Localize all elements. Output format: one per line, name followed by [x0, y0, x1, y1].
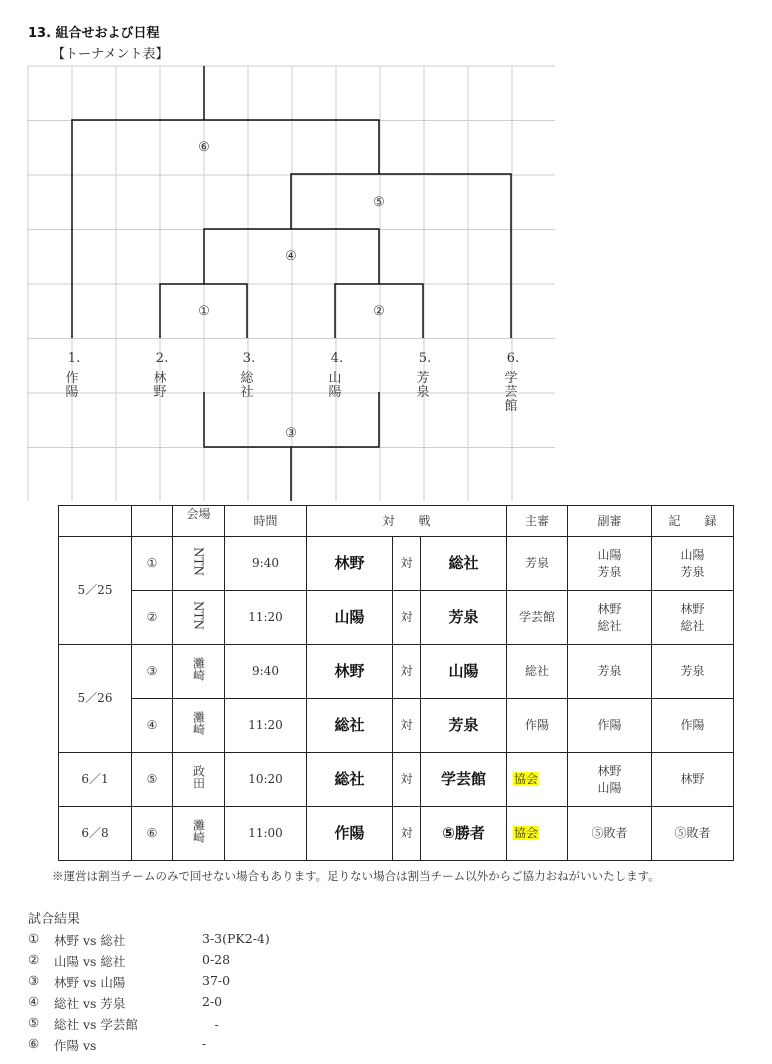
record-line: 芳泉	[680, 564, 705, 579]
venue-text: 灘崎	[191, 819, 206, 844]
table-row	[59, 537, 734, 591]
record-cell: 林野	[652, 753, 734, 807]
assistant-cell	[568, 591, 652, 645]
match-num: ①	[132, 537, 173, 591]
table-row	[59, 807, 734, 861]
referee-cell: 作陽	[507, 699, 568, 753]
time-cell: 11:20	[225, 699, 307, 753]
team1-cell: 作陽	[307, 807, 393, 861]
result-num: ①	[28, 931, 40, 946]
team1-cell: 林野	[307, 645, 393, 699]
result-score: 37-0	[202, 973, 231, 988]
bracket-title: 【トーナメント表】	[52, 47, 169, 62]
team1-cell: 総社	[307, 753, 393, 807]
referee-cell: 芳泉	[507, 537, 568, 591]
result-match: 総社 vs 学芸館	[54, 1017, 138, 1032]
referee-highlight: 協会	[514, 826, 539, 841]
assistant-cell	[568, 753, 652, 807]
match-num: ④	[132, 699, 173, 753]
result-score: 2-0	[202, 994, 223, 1009]
assistant-line: 林野	[597, 602, 622, 617]
match-label-1: ①	[198, 304, 210, 319]
table-row	[59, 753, 734, 807]
result-num: ②	[28, 952, 40, 967]
result-match: 林野 vs 総社	[54, 933, 126, 948]
team-number: 5.	[418, 351, 432, 366]
team-name-char: 館	[504, 399, 518, 414]
vs-cell: 対	[393, 699, 421, 753]
assistant-cell	[568, 537, 652, 591]
venue-cell	[173, 753, 225, 807]
header-referee: 主審	[507, 506, 568, 537]
header-record: 記 録	[652, 506, 734, 537]
results-list	[28, 931, 270, 1057]
team-name-char: 陽	[65, 385, 79, 400]
venue-text: NTN	[191, 546, 206, 576]
assistant-cell: 芳泉	[568, 645, 652, 699]
operation-note: ※運営は割当チームのみで回せない場合もあります。足りない場合は割当チーム以外からご協力おねがいいたします。	[52, 869, 660, 883]
team1-cell: 総社	[307, 699, 393, 753]
header-num	[132, 506, 173, 537]
header-time: 時間	[225, 506, 307, 537]
header-assistant: 副審	[568, 506, 652, 537]
header-match: 対 戦	[307, 506, 507, 537]
team2-cell: ⑤勝者	[421, 807, 507, 861]
record-cell: ⑤敗者	[652, 807, 734, 861]
team-name-char: 芳	[416, 371, 430, 386]
time-cell: 11:00	[225, 807, 307, 861]
team-name-char: 林	[153, 371, 167, 386]
result-match: 林野 vs 山陽	[54, 975, 126, 990]
team2-cell: 芳泉	[421, 699, 507, 753]
date-cell: 6／8	[59, 807, 132, 861]
result-item	[28, 952, 270, 973]
team-number: 1.	[67, 351, 81, 366]
record-line: 山陽	[680, 548, 705, 563]
team-number: 6.	[506, 351, 520, 366]
bracket-line-5	[291, 174, 511, 338]
record-cell: 作陽	[652, 699, 734, 753]
team-name-char: 泉	[416, 385, 430, 400]
tournament-bracket	[0, 0, 772, 505]
vs-cell: 対	[393, 537, 421, 591]
time-cell: 9:40	[225, 537, 307, 591]
result-match: 山陽 vs 総社	[54, 954, 126, 969]
result-item	[28, 931, 270, 952]
assistant-line: 芳泉	[597, 564, 622, 579]
referee-highlight: 協会	[514, 772, 539, 787]
vs-cell: 対	[393, 645, 421, 699]
header-venue: 会場	[173, 506, 225, 537]
schedule-header-row	[59, 506, 734, 537]
venue-cell	[173, 537, 225, 591]
team2-cell: 芳泉	[421, 591, 507, 645]
venue-cell	[173, 807, 225, 861]
vs-cell: 対	[393, 591, 421, 645]
result-score: -	[202, 1036, 207, 1051]
result-num: ③	[28, 973, 40, 988]
vs-cell: 対	[393, 807, 421, 861]
team2-cell: 学芸館	[421, 753, 507, 807]
assistant-cell: ⑤敗者	[568, 807, 652, 861]
result-item	[28, 1036, 270, 1057]
table-row	[59, 645, 734, 699]
section-title: 13. 組合せおよび日程	[28, 26, 160, 41]
match-label-6: ⑥	[198, 140, 210, 155]
team-number: 2.	[155, 351, 169, 366]
team-name-char: 芸	[504, 385, 518, 400]
team-name-char: 社	[240, 385, 254, 400]
assistant-line: 山陽	[597, 548, 622, 563]
result-match: 総社 vs 芳泉	[54, 996, 126, 1011]
results-title: 試合結果	[28, 912, 81, 927]
header-date	[59, 506, 132, 537]
team2-cell: 山陽	[421, 645, 507, 699]
team-number: 3.	[242, 351, 256, 366]
team-name-char: 作	[65, 371, 79, 386]
record-line: 総社	[680, 618, 705, 633]
result-item	[28, 973, 270, 994]
result-num: ④	[28, 994, 40, 1009]
table-row	[59, 699, 734, 753]
team-name-char: 山	[328, 371, 342, 386]
result-item	[28, 1015, 270, 1036]
match-label-5: ⑤	[373, 195, 385, 210]
venue-cell	[173, 591, 225, 645]
time-cell: 9:40	[225, 645, 307, 699]
match-label-4: ④	[285, 249, 297, 264]
result-score: 3-3(PK2-4)	[202, 931, 270, 946]
record-cell	[652, 591, 734, 645]
match-label-2: ②	[373, 304, 385, 319]
team-name-char: 陽	[328, 385, 342, 400]
referee-cell	[507, 807, 568, 861]
time-cell: 10:20	[225, 753, 307, 807]
venue-text: 灘崎	[191, 711, 206, 736]
date-cell: 5／25	[59, 537, 132, 645]
record-line: 林野	[680, 602, 705, 617]
team-name-char: 総	[240, 371, 254, 386]
result-num: ⑤	[28, 1015, 40, 1030]
venue-text: 政田	[191, 765, 206, 790]
date-cell: 6／1	[59, 753, 132, 807]
team-number: 4.	[330, 351, 344, 366]
team2-cell: 総社	[421, 537, 507, 591]
result-match: 作陽 vs	[54, 1038, 97, 1053]
match-num: ⑥	[132, 807, 173, 861]
venue-text: NTN	[191, 600, 206, 630]
referee-cell: 学芸館	[507, 591, 568, 645]
vs-cell: 対	[393, 753, 421, 807]
result-score: 0-28	[202, 952, 231, 967]
team1-cell: 林野	[307, 537, 393, 591]
match-num: ⑤	[132, 753, 173, 807]
referee-cell: 総社	[507, 645, 568, 699]
team1-cell: 山陽	[307, 591, 393, 645]
schedule-table	[58, 505, 734, 861]
match-num: ③	[132, 645, 173, 699]
time-cell: 11:20	[225, 591, 307, 645]
result-item	[28, 994, 270, 1015]
table-row	[59, 591, 734, 645]
team-name-char: 学	[504, 371, 518, 386]
assistant-line: 山陽	[597, 780, 622, 795]
venue-text: 灘崎	[191, 657, 206, 682]
result-num: ⑥	[28, 1036, 40, 1051]
match-label-3: ③	[285, 426, 297, 441]
assistant-line: 総社	[597, 618, 622, 633]
team-name-char: 野	[153, 385, 167, 400]
result-score: -	[202, 1017, 219, 1032]
date-cell: 5／26	[59, 645, 132, 753]
match-num: ②	[132, 591, 173, 645]
venue-cell	[173, 645, 225, 699]
referee-cell	[507, 753, 568, 807]
venue-cell	[173, 699, 225, 753]
assistant-line: 林野	[597, 764, 622, 779]
record-cell: 芳泉	[652, 645, 734, 699]
record-cell	[652, 537, 734, 591]
assistant-cell: 作陽	[568, 699, 652, 753]
